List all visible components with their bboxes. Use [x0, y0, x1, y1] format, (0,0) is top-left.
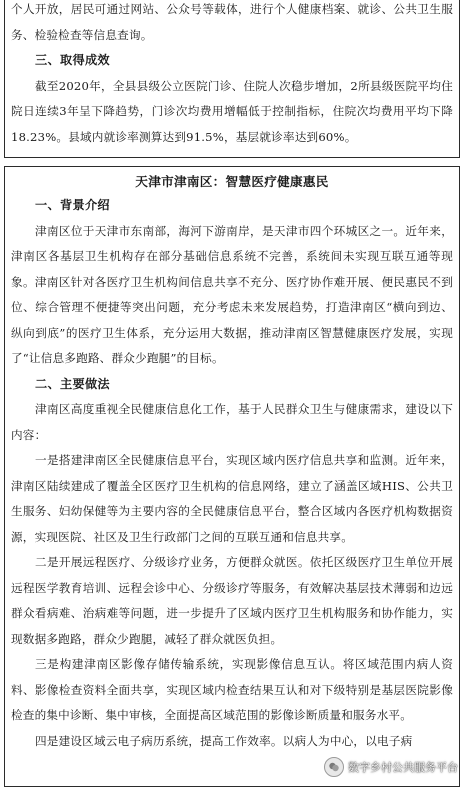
wechat-channel-icon [324, 757, 344, 777]
practice-item-2: 二是开展远程医疗、分级诊疗业务，方便群众就医。依托区级医疗卫生单位开展远程医学教育培训、远程会诊中心、分级诊疗等服务，有效解决基层技术薄弱和边远群众看病难、治病难等问题，进一步提升了区域内医疗卫生机构服务和协作能力，实现数据多跑路，群众少跑腿，减轻了群众就医负担。 [11, 555, 453, 646]
watermark [324, 757, 458, 777]
section3-text: 截至2020年，全县县级公立医院门诊、住院人次稳步增加，2所县级医院平均住院日连续3年呈下降趋势，门诊次均费用增幅低于控制指标，住院次均费用平均下降18.23%。县域内就诊率测算达到91.5%，基层就诊率达到60%。 [11, 78, 453, 144]
case-title: 天津市津南区：智慧医疗健康惠民 [135, 174, 329, 189]
previous-case-line: 个人开放，居民可通过网站、公众号等载体，进行个人健康档案、就诊、公共卫生服务、检验检查等信息查询。 [11, 2, 453, 42]
section1-heading: 一、背景介绍 [35, 198, 110, 212]
watermark-text: 数字乡村公共服务平台 [348, 761, 458, 774]
section3-heading: 三、取得成效 [35, 53, 110, 67]
section2-intro: 津南区高度重视全民健康信息化工作，基于人民群众卫生与健康需求，建设以下内容： [11, 402, 453, 442]
section2-heading: 二、主要做法 [35, 376, 110, 391]
previous-case-box [4, 0, 460, 158]
section1-text: 津南区位于天津市东南部，海河下游南岸，是天津市四个环城区之一。近年来，津南区各基层卫生机构存在部分基础信息系统不完善，系统间未实现互联互通等现象。津南区针对各医疗卫生机构间信息共享不充分、医疗协作难开展、便民惠民不到位、综合管理不便捷等突出问题，充分考虑未来发展趋势，打造津南区“横向到边、纵向到底”的医疗卫生体系，充分运用大数据，推动津南区智慧健康医疗发展，实现了“让信息多跑路、群众少跑腿”的目标。 [11, 223, 453, 365]
main-case-box [4, 166, 460, 787]
practice-item-1: 一是搭建津南区全民健康信息平台，实现区域内医疗信息共享和监测。近年来，津南区陆续建成了覆盖全区医疗卫生机构的信息网络，建立了涵盖区域HIS、公共卫生服务、妇幼保健等为主要内容的全民健康信息平台，整合区域内各医疗机构数据资源，实现医院、社区及卫生行政部门之间的互联互通和信息共享。 [11, 453, 453, 544]
practice-item-4: 四是建设区域云电子病历系统，提高工作效率。以病人为中心，以电子病 [35, 733, 413, 748]
practice-item-3: 三是构建津南区影像存储传输系统，实现影像信息互认。将区域范围内病人资料、影像检查资料全面共享，实现区域内检查结果互认和对下级特别是基层医院影像检查的集中诊断、集中审核，全面提高区域范围的影像诊断质量和服务水平。 [11, 657, 453, 722]
